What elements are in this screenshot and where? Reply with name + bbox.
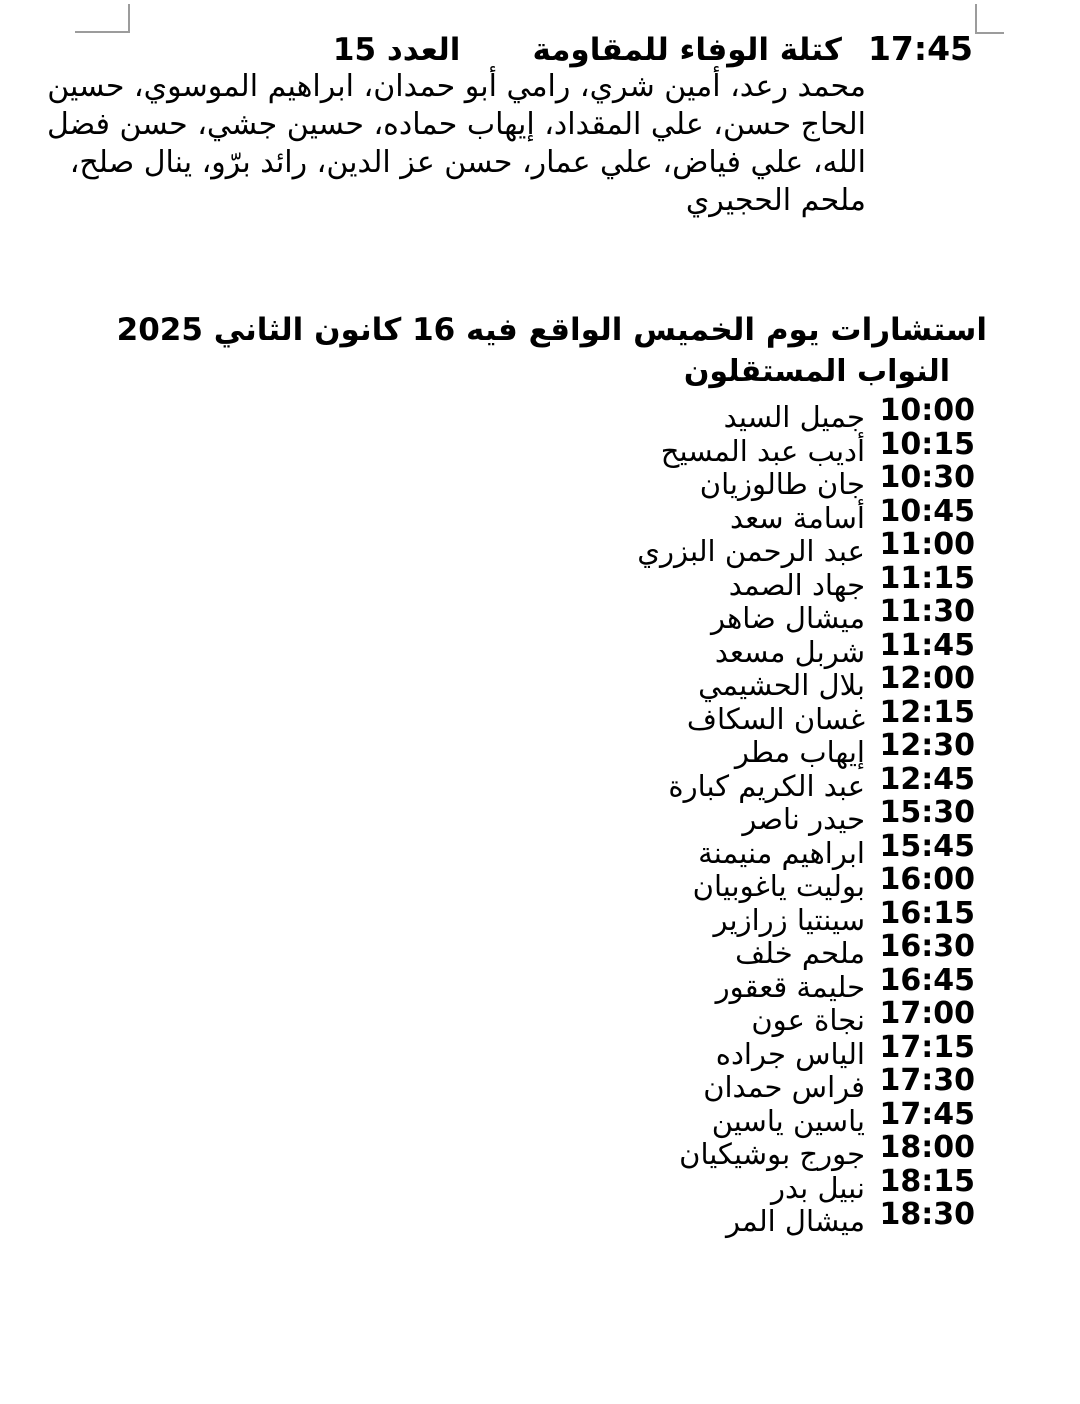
paragraph-line: الله، علي فياض، علي عمار، حسن عز الدين، رائد برّو، ينال صلح، [69, 145, 866, 180]
schedule-time: 16:15 [879, 895, 975, 931]
schedule-row [0, 996, 975, 1037]
schedule-time: 11:45 [879, 627, 975, 663]
schedule-row [0, 1063, 975, 1104]
schedule-time: 16:00 [879, 862, 975, 897]
schedule-subheading: النواب المستقلون [683, 354, 950, 389]
schedule-row [0, 895, 975, 937]
schedule-row [0, 1096, 975, 1138]
schedule-row [0, 728, 975, 769]
schedule-name: غسان السكاف [686, 701, 865, 736]
schedule-name: ميشال ضاهر [710, 601, 865, 635]
schedule-row [0, 962, 975, 1004]
paragraph-line: ملحم الحجيري [685, 183, 866, 218]
schedule-time: 11:30 [879, 594, 975, 629]
schedule-time: 10:00 [879, 393, 975, 428]
schedule-name: نجاة عون [751, 1003, 865, 1037]
schedule-name: ملحم خلف [735, 936, 865, 970]
schedule-name: سينتيا زرازير [713, 902, 865, 937]
schedule-name: عبد الكريم كبارة [668, 768, 865, 803]
schedule-name: حيدر ناصر [742, 802, 865, 836]
schedule-time: 15:45 [879, 828, 975, 864]
schedule-name: بوليت ياغوبيان [692, 869, 865, 903]
schedule-row [0, 594, 975, 635]
schedule-row [0, 929, 975, 970]
schedule-time: 17:30 [879, 1063, 975, 1098]
schedule-row [0, 527, 975, 568]
schedule-row [0, 1029, 975, 1071]
schedule-time: 10:30 [879, 460, 975, 495]
schedule-name: عبد الرحمن البزري [637, 534, 865, 568]
schedule-row [0, 560, 975, 602]
schedule-list [0, 393, 975, 1238]
schedule-time: 17:45 [879, 1096, 975, 1132]
schedule-row [0, 1197, 975, 1238]
schedule-name: فراس حمدان [703, 1070, 865, 1104]
schedule-row [0, 828, 975, 870]
schedule-time: 17:15 [879, 1029, 975, 1065]
names-paragraph [47, 68, 866, 220]
header-line [333, 30, 973, 69]
schedule-name: بلال الحشيمي [698, 668, 865, 702]
schedule-time: 12:45 [879, 761, 975, 797]
schedule-time: 12:30 [879, 728, 975, 763]
schedule-name: حليمة قعقور [715, 969, 865, 1004]
schedule-name: نبيل بدر [770, 1170, 865, 1205]
schedule-row [0, 761, 975, 803]
schedule-time: 15:30 [879, 795, 975, 830]
schedule-row [0, 862, 975, 903]
schedule-row [0, 460, 975, 501]
paragraph-line: الحاج حسن، علي المقداد، إيهاب حماده، حسين جشي، حسن فضل [46, 107, 866, 142]
schedule-row [0, 1163, 975, 1205]
schedule-name: ميشال المر [726, 1204, 865, 1238]
schedule-name: جورج بوشيكيان [679, 1137, 865, 1171]
crop-corner-right-icon [975, 4, 1004, 34]
paragraph-line: محمد رعد، أمين شري، رامي أبو حمدان، ابراهيم الموسوي، حسين [47, 69, 866, 104]
schedule-time: 18:15 [879, 1163, 975, 1199]
schedule-time: 11:00 [879, 527, 975, 562]
schedule-row [0, 627, 975, 669]
member-count-label: العدد 15 [332, 32, 461, 68]
schedule-time: 17:00 [879, 996, 975, 1031]
schedule-row [0, 393, 975, 434]
schedule-time: 18:00 [879, 1130, 975, 1165]
schedule-row [0, 1130, 975, 1171]
schedule-name: ياسين ياسين [711, 1103, 865, 1138]
schedule-name: أسامة سعد [729, 500, 865, 535]
crop-corner-left-icon [75, 4, 130, 33]
schedule-name: الياس جراده [715, 1036, 865, 1071]
schedule-row [0, 694, 975, 736]
header-timestamp: 17:45 [867, 29, 973, 68]
schedule-time: 16:30 [879, 929, 975, 964]
schedule-time: 10:15 [879, 426, 975, 462]
schedule-time: 10:45 [879, 493, 975, 529]
schedule-time: 11:15 [879, 560, 975, 596]
schedule-name: جميل السيد [723, 400, 865, 434]
schedule-time: 12:15 [879, 694, 975, 730]
schedule-time: 12:00 [879, 661, 975, 696]
schedule-time: 16:45 [879, 962, 975, 998]
schedule-heading: استشارات يوم الخميس الواقع فيه 16 كانون الثاني 2025 [116, 312, 987, 348]
schedule-name: ابراهيم منيمنة [698, 835, 865, 870]
schedule-name: جهاد الصمد [728, 567, 865, 602]
schedule-name: شربل مسعد [714, 634, 865, 669]
schedule-row [0, 795, 975, 836]
schedule-row [0, 426, 975, 468]
schedule-name: أديب عبد المسيح [660, 433, 865, 468]
schedule-row [0, 661, 975, 702]
schedule-name: إيهاب مطر [734, 735, 865, 769]
schedule-name: جان طالوزيان [699, 467, 865, 501]
schedule-time: 18:30 [879, 1197, 975, 1232]
bloc-title: كتلة الوفاء للمقاومة [532, 32, 842, 68]
schedule-row [0, 493, 975, 535]
